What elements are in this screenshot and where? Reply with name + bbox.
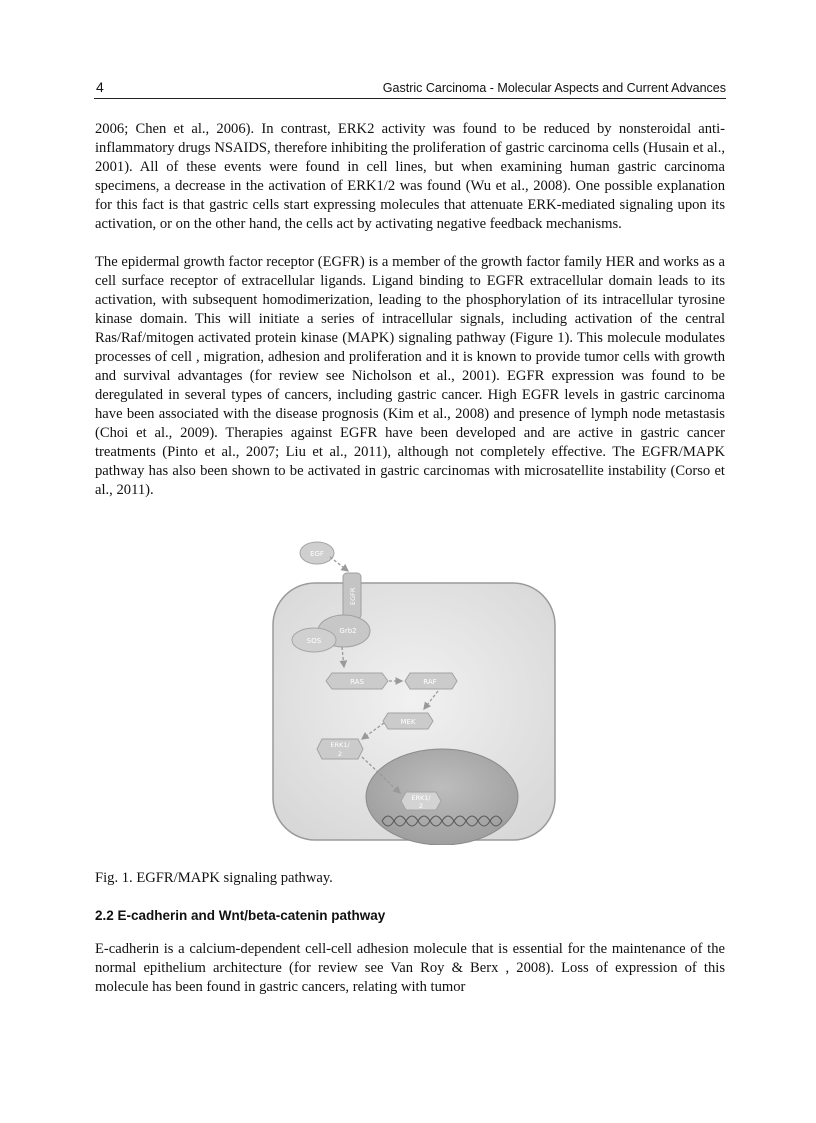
page-number: 4 [96, 79, 104, 95]
erk-nuc-label-2: 2 [418, 802, 424, 810]
paragraph-egfr: The epidermal growth factor receptor (EGFR) is a member of the growth factor family HER and works as a cell surface receptor of extracellular ligands. Ligand binding to EGFR extracellular domain leads to its activation, with subsequent homodimerization, leading to the phosphorylation of its intracellular tyrosine kinase domain. This will initiate a series of intracellular signals, including activation of the central Ras/Raf/mitogen activated protein kinase (MAPK) signaling pathway (Figure 1). This molecule modulates processes of cell , migration, adhesion and proliferation and it is known to provide tumor cells with growth and survival advantages (for review see Nicholson et al., 2001). EGFR expression was found to be deregulated in several types of cancers, including gastric cancer. High EGFR levels in gastric carcinoma have been associated with the disease prognosis (Kim et al., 2008) and presence of lymph node metastasis (Choi et al., 2009). Therapies against EGFR have been developed and are active in gastric cancer treatments (Pinto et al., 2007; Liu et al., 2011), although not completely effective. The EGFR/MAPK pathway has also been shown to be activated in gastric carcinomas with microsatellite instability (Corso et al., 2011). [95, 254, 725, 498]
egf-label: EGF [310, 550, 324, 558]
running-title: Gastric Carcinoma - Molecular Aspects and Current Advances [382, 81, 726, 95]
section-heading: 2.2 E-cadherin and Wnt/beta-catenin pathway [95, 908, 386, 923]
sos-label: SOS [306, 637, 322, 645]
mek-label: MEK [400, 718, 416, 726]
figure-caption: Fig. 1. EGFR/MAPK signaling pathway. [95, 870, 333, 886]
pathway-diagram [270, 535, 560, 845]
erk-nuc-label-1: ERK1/ [411, 794, 431, 802]
paragraph-erk: 2006; Chen et al., 2006). In contrast, ERK2 activity was found to be reduced by nonsteroidal anti-inflammatory drugs NSAIDS, therefore inhibiting the proliferation of gastric carcinoma cells (Husain et al., 2001). All of these events were found in cell lines, but when examining human gastric carcinoma specimens, a decrease in the activation of ERK1/2 was found (Wu et al., 2008). One possible explanation for this fact is that gastric cells start expressing molecules that attenuate ERK-mediated signaling upon its activation, or on the other hand, the cells act by activating negative feedback mechanisms. [95, 121, 725, 232]
paragraph-ecadherin: E-cadherin is a calcium-dependent cell-cell adhesion molecule that is essential for the maintenance of the normal epithelium architecture (for review see Van Roy & Berx , 2008). Loss of expression of this molecule has been found in gastric cancers, relating with tumor [95, 941, 725, 995]
running-header [94, 78, 726, 99]
raf-label: RAF [423, 678, 437, 686]
erk-cyto-label-2: 2 [337, 750, 343, 758]
erk-cyto-label-1: ERK1/ [330, 741, 350, 749]
ras-label: RAS [350, 678, 364, 686]
figure-egfr-mapk-pathway [270, 535, 560, 845]
arrow-egf-egfr [330, 557, 348, 571]
nucleus [366, 749, 518, 845]
grb2-label: Grb2 [339, 627, 357, 635]
egfr-label: EGFR [349, 587, 357, 605]
